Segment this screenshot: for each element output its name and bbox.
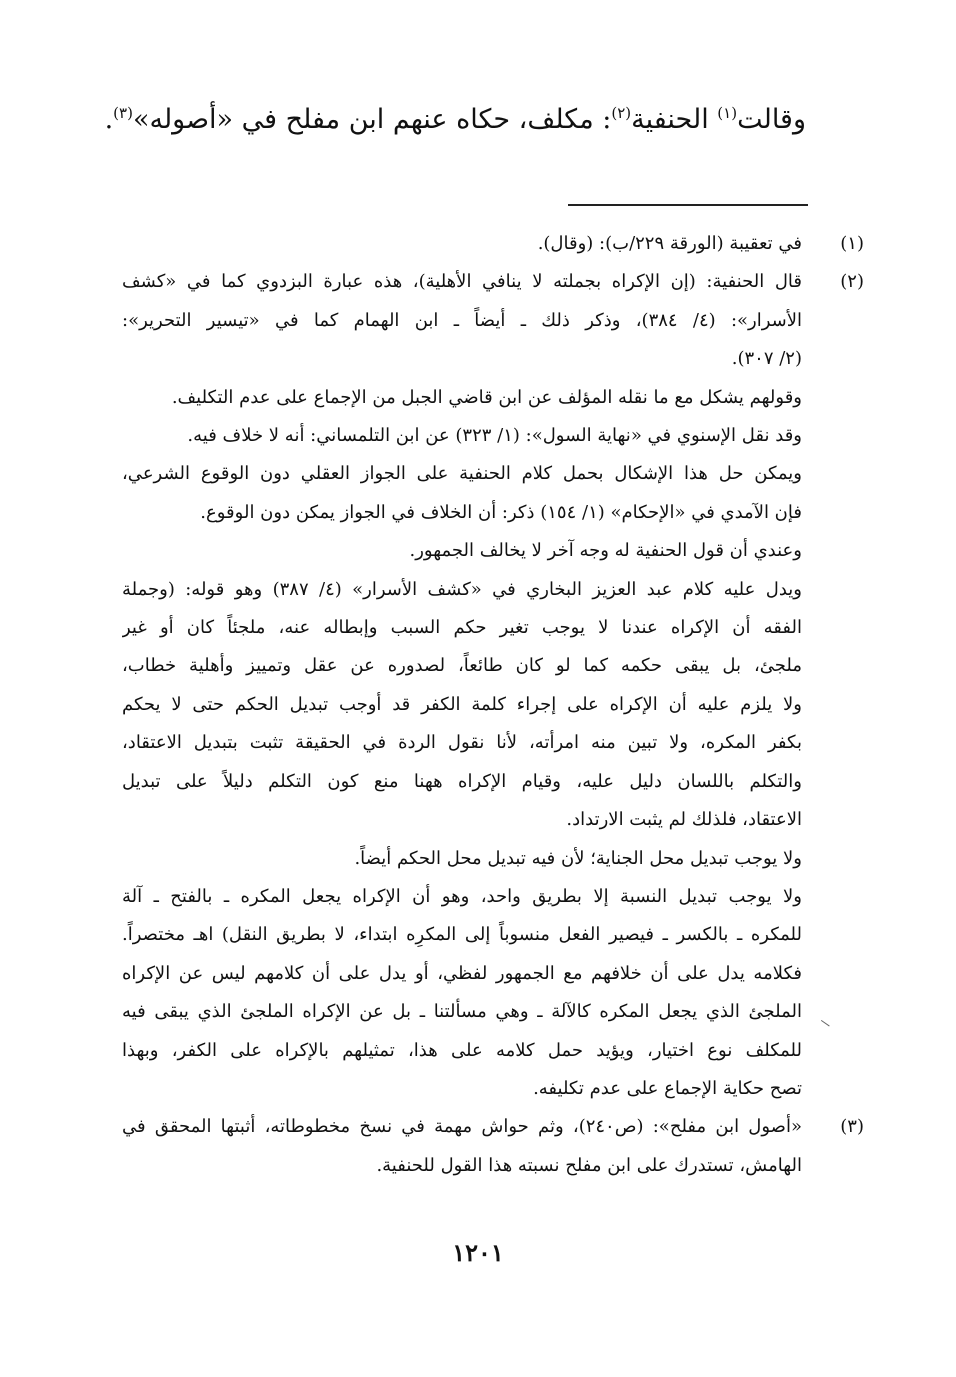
footnote-line: ولا يوجب تبديل النسبة إلا بطريق واحد، وهو أن الإكراه يجعل المكره ـ بالفتح ـ آلة [122,885,802,907]
footnote-line: ولا يلزم عليه أن الإكراه على إجراء كلمة الكفر قد أوجب تبديل الحكم حتى لا يحكم [122,693,802,715]
footnote-line: الفقه أن الإكراه عندنا لا يوجب تغير حكم السبب وإبطاله عنه، ملجئاً كان أو غير [122,617,802,639]
footnote-line: وقد نقل الإسنوي في «نهاية السول»: (١/ ٣٢٣) عن ابن التلمساني: أنه لا خلاف فيه. [187,425,802,447]
footnote-ref-3: (٣) [113,104,133,122]
main-text-part3: : مكلف، حكاه عنهم ابن مفلح في «أصوله» [132,104,612,135]
footnote-3 [122,1108,864,1185]
footnote-line: تصح حكاية الإجماع على عدم تكليفه. [533,1077,802,1099]
main-text [104,96,806,144]
footnote-2 [122,263,864,1108]
footnote-line: «أصول ابن مفلح»: (ص٢٤٠)، وثم حواش مهمة في نسخ مخطوطاته، أثبتها المحقق في [122,1116,802,1138]
footnote-ref-1: (١) [717,104,738,122]
footnote-ref-2: (٢) [611,104,632,122]
page-number: ١٢٠١ [452,1238,504,1267]
footnote-line: ويدل عليه كلام عبد العزيز البخاري في «كشف الأسرار» (٤/ ٣٨٧) وهو قوله: (وجملة [122,578,802,600]
footnotes [122,225,864,1185]
footnote-line: قال الحنفية: (إن الإكراه بجملته لا ينافي الأهلية)، هذه عبارة البزدوي كما في «كشف [122,271,802,293]
footnote-line: والتكلم باللسان دليل عليه، وقيام الإكراه ههنا منع كون التكلم دليلاً على تبديل [122,770,802,792]
footnote-line: ويمكن حل هذا الإشكال بحمل كلام الحنفية على الجواز العقلي دون الوقوع الشرعي، [122,463,802,485]
footnote-line: ملجئ، بل يبقى حكمه كما لو كان طائعاً، لصدوره عن عقل وتمييز وأهلية خطاب، [122,655,802,677]
footnote-line: ولا يوجب تبديل محل الجناية؛ لأن فيه تبديل محل الحكم أيضاً. [354,847,802,869]
main-text-part4: . [104,104,114,135]
footnote-line: وعندي أن قول الحنفية له وجه آخر لا يخالف الجمهور. [409,540,802,562]
main-text-part2: الحنفية [631,104,718,135]
footnote-line: وقولهم يشكل مع ما نقله المؤلف عن ابن قاضي الجبل من الإجماع على عدم التكليف. [171,386,802,408]
footnote-line: فإن الآمدي في «الإحكام» (١/ ١٥٤) ذكر: أن الخلاف في الجواز يمكن دون الوقوع. [200,501,802,523]
footnote-line: الهامش، تستدرك على ابن مفلح نسبته هذا القول للحنفية. [376,1154,802,1176]
footnote-line: في تعقيبة (الورقة ٢٢٩/ب): (وقال). [537,233,802,254]
footnote-line: للمكلف نوع اختيار، ويؤيد حمل كلامه على هذا، تمثيلهم بالإكراه على الكفر، وبهذا [122,1039,802,1061]
main-text-part1: وقالت [737,104,806,135]
footnote-number: (١) [840,233,864,254]
footnote-number: (٣) [840,1116,864,1138]
footnote-line: فكلامه يدل على أن خلافهم مع الجمهور لفظي، أو يدل على أن كلامهم ليس عن الإكراه [122,962,802,984]
footnote-line: الملجئ الذي يجعل المكره كالآلة ـ وهي مسألتنا ـ بل عن الإكراه الملجئ الذي يبقى فيه [122,1001,802,1023]
footnote-line: بكفر المكره، ولا تبين منه امرأته، لأنا نقول الردة في الحقيقة تثبت بتبديل الاعتقاد، [122,732,802,754]
footnote-number: (٢) [840,271,864,293]
footnote-line: الأسرار»: (٤/ ٣٨٤)، وذكر ذلك ـ أيضاً ـ ابن الهمام كما في «تيسير التحرير»: [122,309,802,331]
footnote-1 [122,225,864,263]
footnote-line: الاعتقاد، فلذلك لم يثبت الارتداد. [566,809,802,831]
footnote-separator [568,204,808,206]
footnote-line: (٢/ ٣٠٧). [731,348,802,370]
footnote-line: للمكره ـ بالكسر ـ فيصير الفعل منسوباً إلى المكرِه ابتداء، لا بطريق النقل) اهـ مختصراً. [122,924,802,946]
